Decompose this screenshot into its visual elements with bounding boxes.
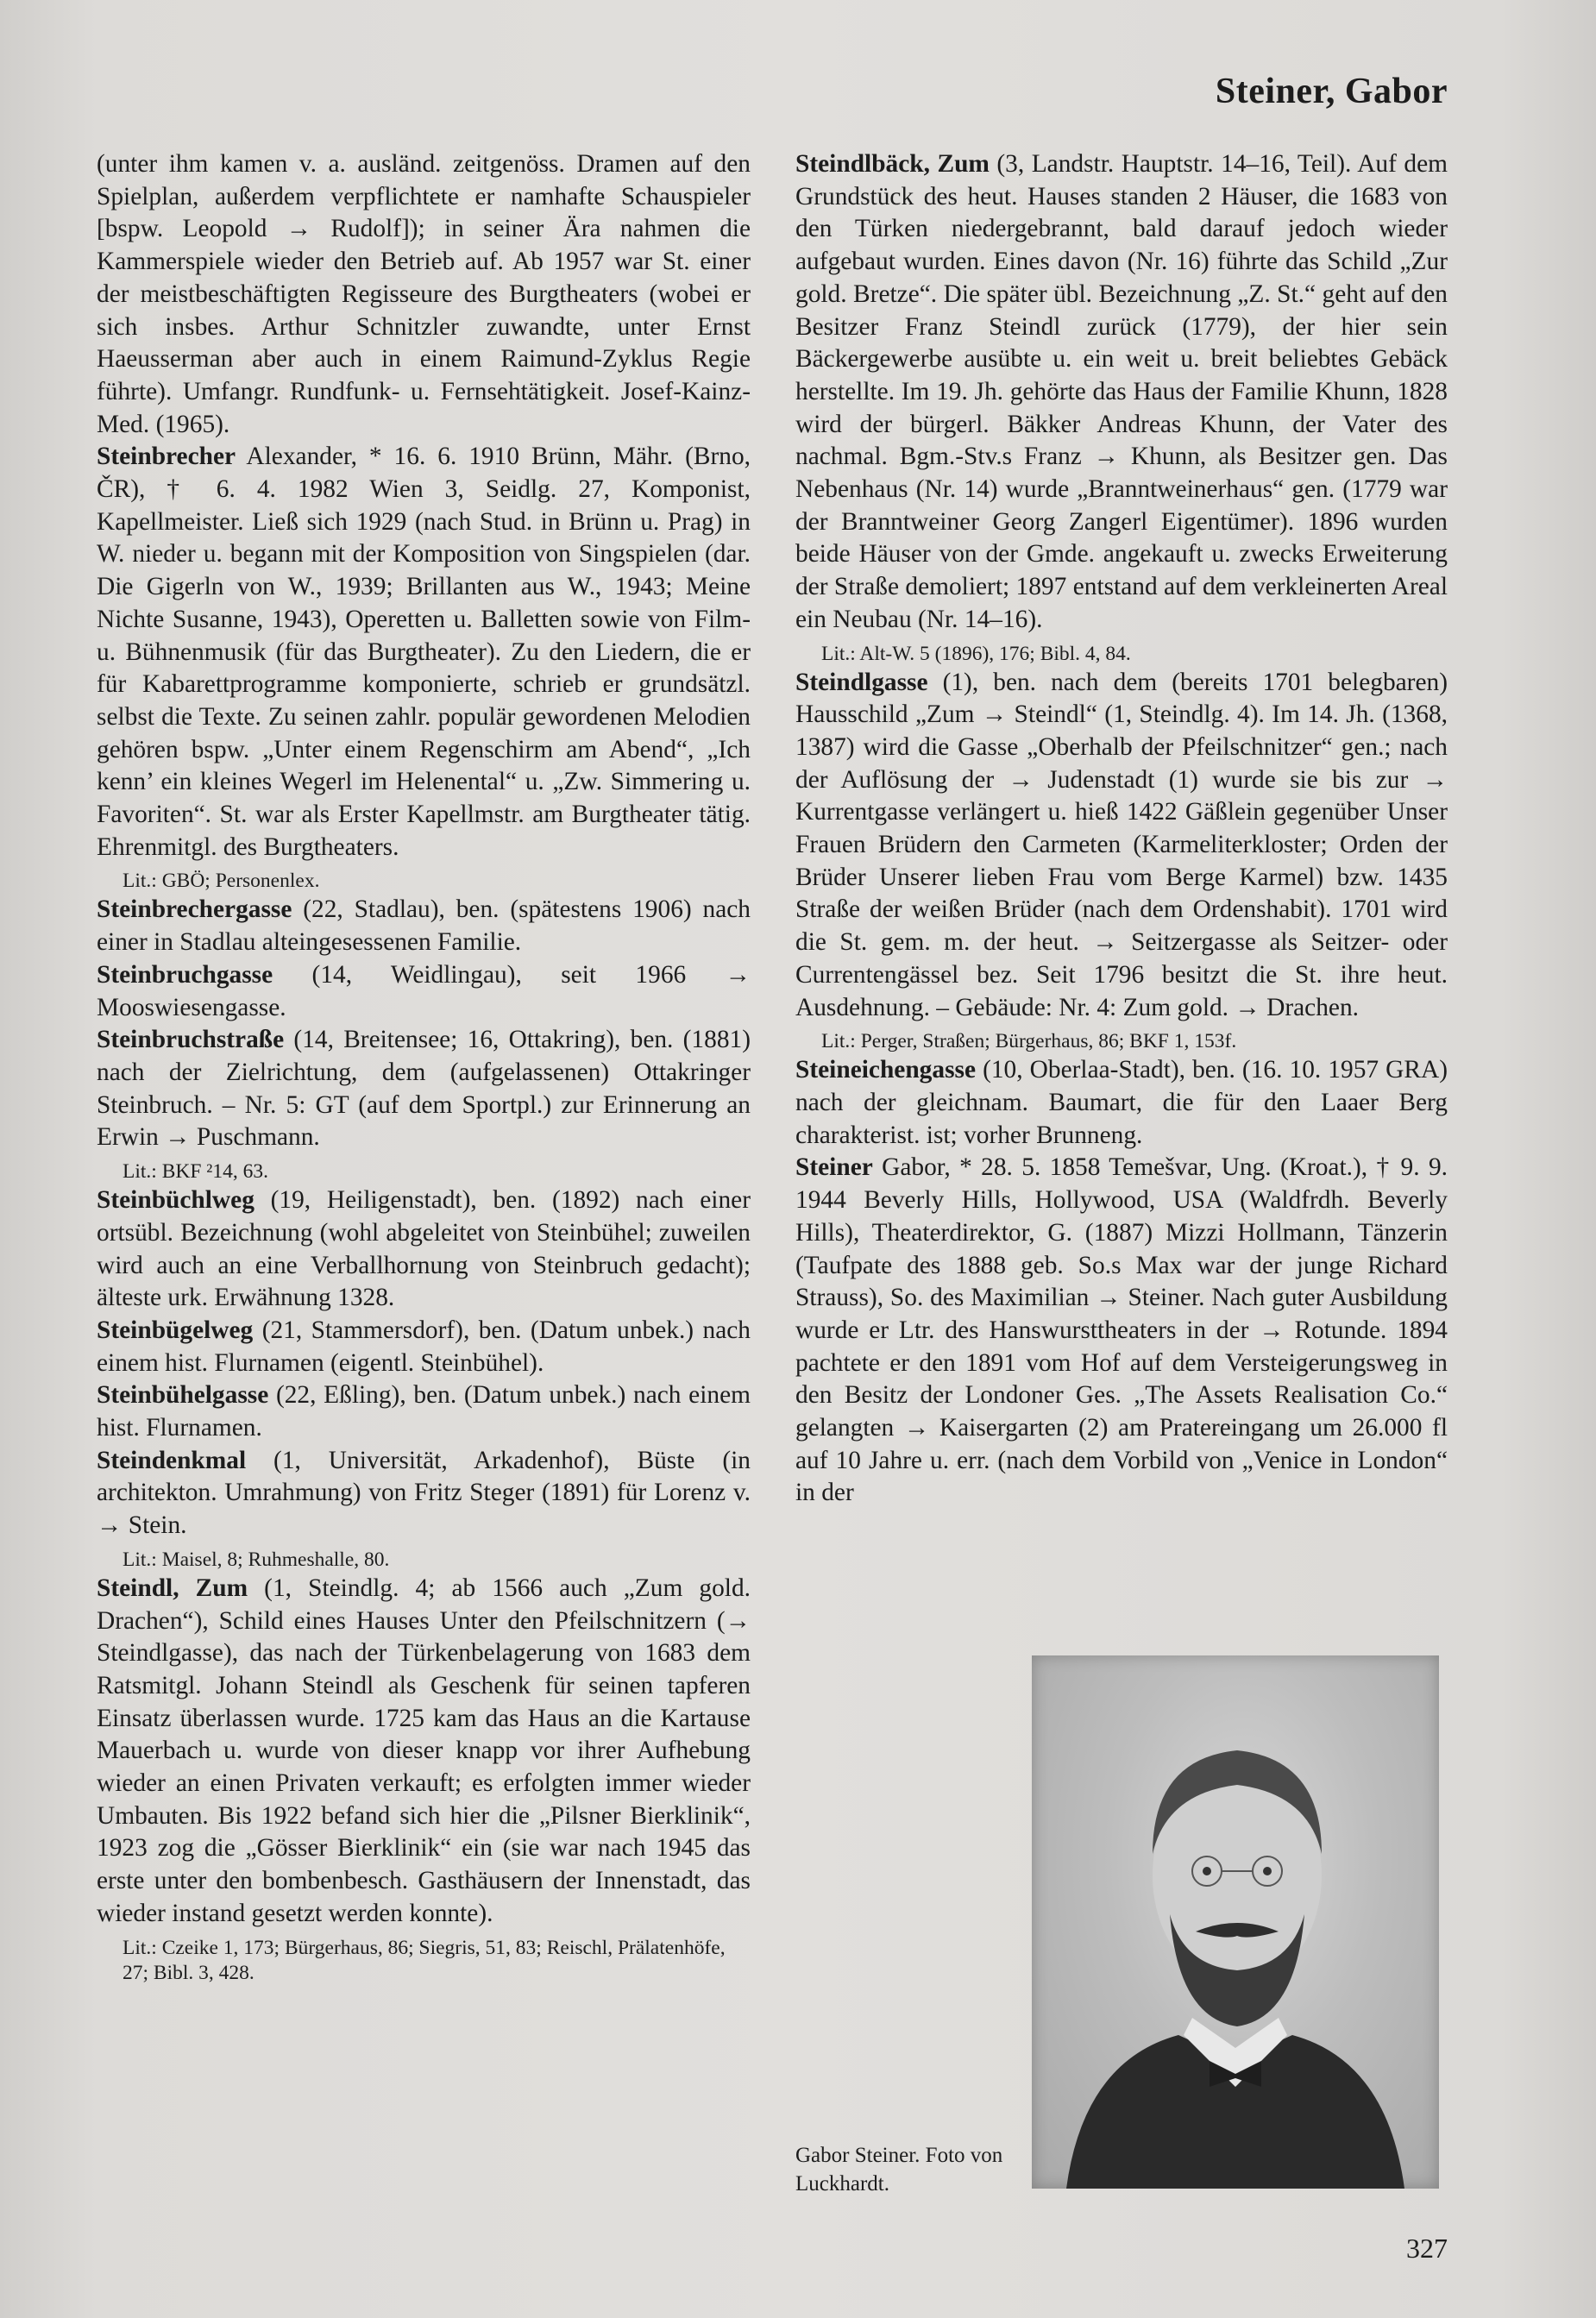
entry-0: (unter ihm kamen v. a. ausländ. zeitgenöss. Dramen auf den Spielplan, außerdem verpflichtete er namhafte Schauspieler [bspw. Leopold → Rudolf]); in seiner Ära nahmen die Kammerspiele wieder den Betrieb auf. Ab 1957 war St. einer der meistbeschäftigten Regisseure des Burgtheaters (wobei er sich insbes. Arthur Schnitzler zuwandte, unter Ernst Haeusserman aber auch in einem Raimund-Zyklus Regie führte). Umfangr. Rundfunk- u. Fernsehtätigkeit. Josef-Kainz-Med. (1965). [97, 150, 751, 438]
entry-steiner-gabor: Steiner Gabor, * 28. 5. 1858 Temešvar, Ung. (Kroat.), † 9. 9. 1944 Beverly Hills, Hollywood, USA (Waldfrdh. Beverly Hills), Theaterdirektor, G. (1887) Mizzi Hollmann, Tänzerin (Taufpate des 1888 geb. So.s Max war der junge Richard Strauss), So. des Maximilian → Steiner. Nach guter Ausbildung wurde er Ltr. des Hanswursttheaters in der → Rotunde. 1894 pachtete er den 1891 vom Hof auf dem Versteigerungsweg in den Besitz der Londoner Ges. „The Assets Realisation Co.“ gelangten → Kaisergarten (2) am Pratereingang um 26.000 fl auf 10 Jahre u. err. (nach dem Vorbild von „Venice in London“ in der [795, 1153, 1448, 1507]
literature-note: Lit.: Maisel, 8; Ruhmeshalle, 80. [123, 1548, 390, 1571]
literature-note: Lit.: Czeike 1, 173; Bürgerhaus, 86; Siegris, 51, 83; Reischl, Prälatenhöfe, 27; Bibl. 3, 428. [123, 1936, 726, 1984]
entry-head: Steindenkmal [97, 1446, 247, 1474]
entry-head: Steindl, Zum [97, 1574, 248, 1602]
portrait-photo [1032, 1655, 1439, 2189]
entry-head: Steinbrechergasse [97, 895, 292, 924]
entry-head: Steinbügelweg [97, 1316, 254, 1344]
literature-note: Lit.: BKF ²14, 63. [123, 1160, 268, 1184]
right-column [795, 148, 1448, 1510]
photo-caption: Gabor Steiner. Foto von Luckhardt. [795, 2144, 1003, 2196]
entry-head: Steinbruchgasse [97, 960, 273, 989]
entry-head: Steinbruchstraße [97, 1026, 285, 1054]
portrait-illustration [1032, 1655, 1439, 2189]
literature-note: Lit.: Alt-W. 5 (1896), 176; Bibl. 4, 84. [821, 642, 1131, 665]
literature-note: Lit.: GBÖ; Personenlex. [123, 870, 320, 893]
entry-head: Steineichengasse [795, 1056, 976, 1084]
entry-head: Steindlgasse [795, 668, 928, 696]
entry-steinbrecher: Steinbrecher Alexander, * 16. 6. 1910 Brünn, Mähr. (Brno, ČR), † 6. 4. 1982 Wien 3, Seidlg. 27, Komponist, Kapellmeister. Ließ sich 1929 (nach Stud. in Brünn u. Prag) in W. nieder u. begann mit der Komposition von Singspielen (dar. Die Gigerln von W., 1939; Brillanten aus W., 1943; Meine Nichte Susanne, 1943), Operetten u. Balletten sowie von Film- u. Bühnenmusik (für das Burgtheater). Zu den Liedern, die er für Kabarettprogramme komponierte, schrieb er grundsätzl. selbst die Texte. Zu seinen zahlr. populär gewordenen Melodien gehören bspw. „Unter einem Regenschirm am Abend“, „Ich kenn’ ein kleines Wegerl im Helenental“ u. „Zw. Simmering u. Favoriten“. St. war als Erster Kapellmstr. am Burgtheater tätig. Ehrenmitgl. des Burgtheaters. [97, 443, 751, 861]
entry-steinbruchgasse: Steinbruchgasse (14, Weidlingau), seit 1966 → Mooswiesengasse. [97, 960, 751, 1021]
literature-note: Lit.: Perger, Straßen; Bürgerhaus, 86; BKF 1, 153f. [821, 1030, 1237, 1053]
entry-steindenkmal: Steindenkmal (1, Universität, Arkadenhof), Büste (in architekton. Umrahmung) von Fritz Steger (1891) für Lorenz v. → Stein. [97, 1446, 751, 1540]
entry-steindlbaeck: Steindlbäck, Zum (3, Landstr. Hauptstr. 14–16, Teil). Auf dem Grundstück des heut. Hauses standen 2 Häuser, die 1683 von den Türken niedergebrannt, bald darauf jedoch wieder aufgebaut wurden. Eines davon (Nr. 16) führte das Schild „Zur gold. Bretze“. Die später übl. Bezeichnung „Z. St.“ geht auf den Besitzer Franz Steindl zurück (1779), der hier sein Bäckergewerbe ausübte u. ein weit u. breit beliebtes Gebäck herstellte. Im 19. Jh. gehörte das Haus der Familie Khunn, 1828 wird der bürgerl. Bäkker Andreas Khunn, der Vater des nachmal. Bgm.-Stv.s Franz → Khunn, als Besitzer gen. Das Nebenhaus (Nr. 14) wurde „Branntweinerhaus“ gen. (1779 war der Branntweiner Georg Zangerl Eigentümer). 1896 wurden beide Häuser von der Gmde. angekauft u. zwecks Erweiterung der Straße demoliert; 1897 entstand auf dem verkleinerten Areal ein Neubau (Nr. 14–16). [795, 150, 1448, 633]
running-head: Steiner, Gabor [1215, 72, 1448, 111]
entry-head: Steindlbäck, Zum [795, 150, 990, 178]
entry-steinbuegelweg: Steinbügelweg (21, Stammersdorf), ben. (Datum unbek.) nach einem hist. Flurnamen (eigentl. Steinbühel). [97, 1316, 751, 1377]
entry-steindl-zum: Steindl, Zum (1, Steindlg. 4; ab 1566 auch „Zum gold. Drachen“), Schild eines Hauses Unter den Pfeilschnitzern (→ Steindlgasse), das nach der Türkenbelagerung von 1683 dem Ratsmitgl. Johann Steindl als Geschenk für seinen tapferen Einsatz überlassen wurde. 1725 kam das Haus an die Kartause Mauerbach u. wurde von dieser knapp vor ihrer Aufhebung wieder an einen Privaten verkauft; es erfolgten immer wieder Umbauten. Bis 1922 befand sich hier die „Pilsner Bierklinik“, 1923 zog die „Gösser Bierklinik“ ein (sie war nach 1945 das erste unter den bombenbesch. Gasthäusern der Innenstadt, das wieder instand gesetzt werden konnte). [97, 1574, 751, 1927]
entry-steineichengasse: Steineichengasse (10, Oberlaa-Stadt), ben. (16. 10. 1957 GRA) nach der gleichnam. Baumart, die für den Laaer Berg charakterist. ist; vorher Brunneng. [795, 1056, 1448, 1149]
entry-head: Steiner [795, 1153, 873, 1182]
entry-head: Steinbühelgasse [97, 1381, 269, 1410]
entry-head: Steinbüchlweg [97, 1186, 254, 1215]
entry-steinbrechergasse: Steinbrechergasse (22, Stadlau), ben. (spätestens 1906) nach einer in Stadlau alteingesessenen Familie. [97, 895, 751, 957]
entry-steindlgasse: Steindlgasse (1), ben. nach dem (bereits 1701 belegbaren) Hausschild „Zum → Steindl“ (1, Steindlg. 4). Im 14. Jh. (1368, 1387) wird die Gasse „Oberhalb der Pfeilschnitzer“ gen.; nach der Auflösung der → Judenstadt (1) wurde sie bis zur → Kurrentgasse verlängert u. hieß 1422 Gäßlein gegenüber Unser Frauen Brüdern den Carmeten (Karmeliterkloster; Orden der Brüder Unserer lieben Frau vom Berge Karmel) bzw. 1435 Straße der weißen Brüder (nach dem Ordenshabit). 1701 wird die St. gem. m. der heut. → Seitzergasse als Seitzer- oder Currentengässel bez. Seit 1796 besitzt die St. ihre heut. Ausdehnung. – Gebäude: Nr. 4: Zum gold. → Drachen. [795, 668, 1448, 1021]
page-number: 327 [1406, 2233, 1448, 2264]
entry-steinbruchstrasse: Steinbruchstraße (14, Breitensee; 16, Ottakring), ben. (1881) nach der Zielrichtung, dem (aufgelassenen) Ottakringer Steinbruch. – Nr. 5: GT (auf dem Sportpl.) zur Erinnerung an Erwin → Puschmann. [97, 1026, 751, 1152]
entry-steinbuehelgasse: Steinbühelgasse (22, Eßling), ben. (Datum unbek.) nach einem hist. Flurnamen. [97, 1381, 751, 1442]
entry-head: Steinbrecher [97, 443, 236, 471]
entry-steinbuechlweg: Steinbüchlweg (19, Heiligenstadt), ben. (1892) nach einer ortsübl. Bezeichnung (wohl abgeleitet von Steinbühel; zuweilen wird auch an eine Verballhornung von Steinbruch gedacht); älteste urk. Erwähnung 1328. [97, 1186, 751, 1312]
left-column [97, 148, 751, 1986]
